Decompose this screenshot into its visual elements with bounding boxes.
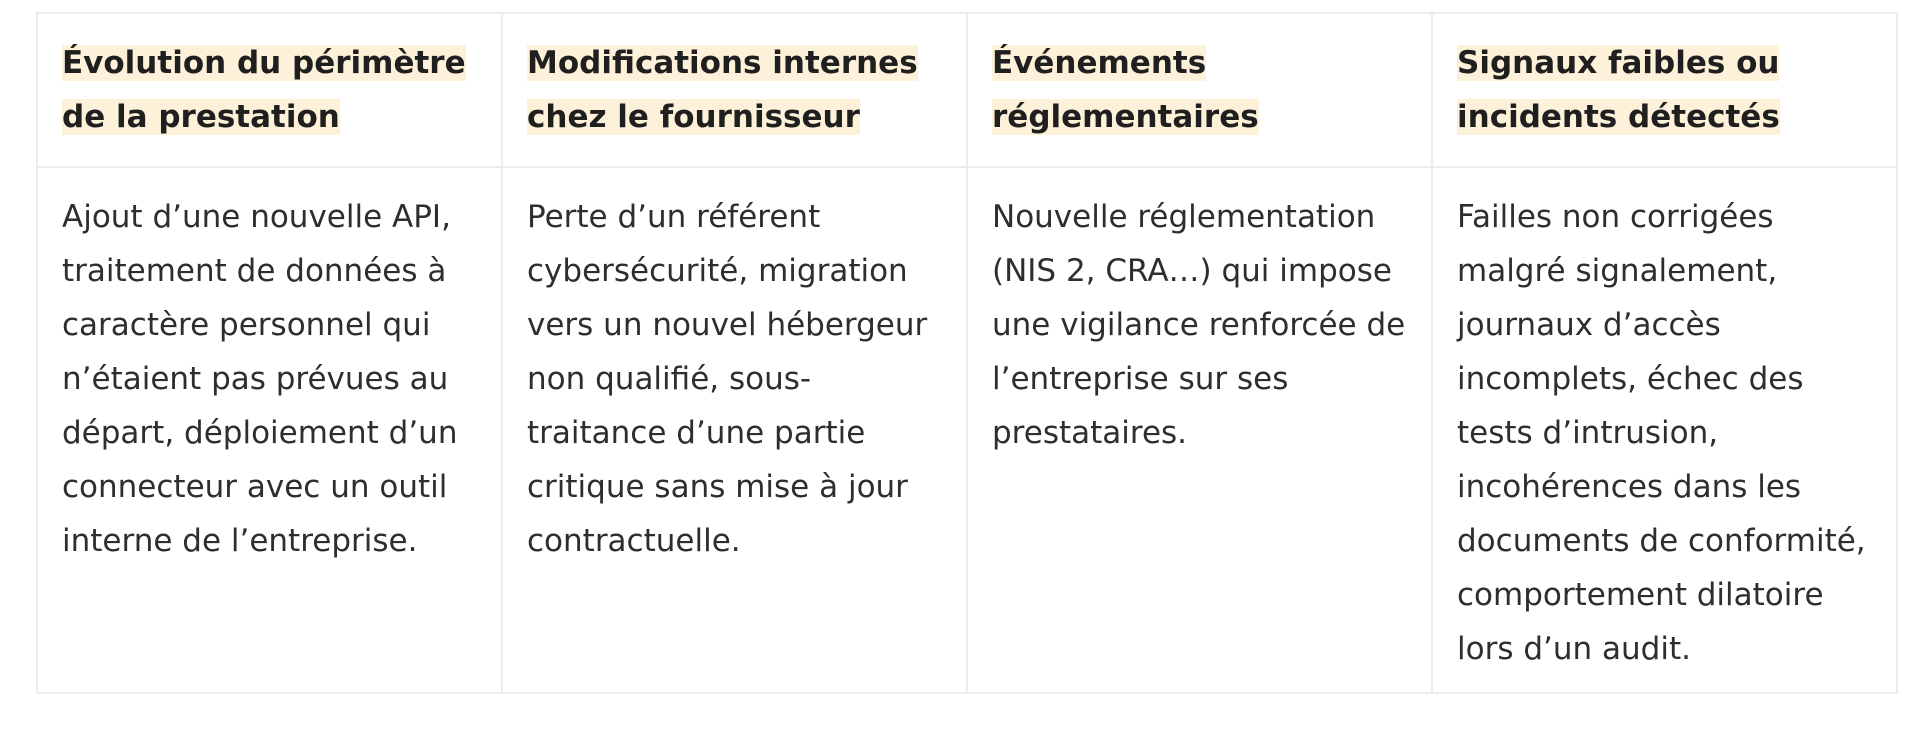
vigilance-table [36,12,1898,694]
header-weak-signals [1432,13,1897,167]
cell-weak-signals: Failles non corrigées malgré signalement, journaux d’accès incomplets, échec des tests d’intrusion, incohérences dans les documents de conformité, comportement dilatoire lors d’un audit. [1432,167,1897,693]
header-internal-changes [502,13,967,167]
cell-internal-changes: Perte d’un référent cybersécurité, migration vers un nouvel hébergeur non qualifié, sous-traitance d’une partie critique sans mise à jour contractuelle. [502,167,967,693]
vigilance-table-container [36,12,1898,694]
cell-regulatory-events: Nouvelle réglementation (NIS 2, CRA…) qui impose une vigilance renforcée de l’entreprise sur ses prestataires. [967,167,1432,693]
header-label: Signaux faibles ou incidents détectés [1457,45,1780,135]
header-regulatory-events [967,13,1432,167]
header-scope-evolution [37,13,502,167]
cell-scope-evolution: Ajout d’une nouvelle API, traitement de données à caractère personnel qui n’étaient pas prévues au départ, déploiement d’un connecteur avec un outil interne de l’entreprise. [37,167,502,693]
header-label: Évolution du périmètre de la prestation [62,45,466,135]
header-label: Modifications internes chez le fournisseur [527,45,918,135]
table-row [37,167,1897,693]
header-label: Événements réglementaires [992,45,1259,135]
table-header-row [37,13,1897,167]
